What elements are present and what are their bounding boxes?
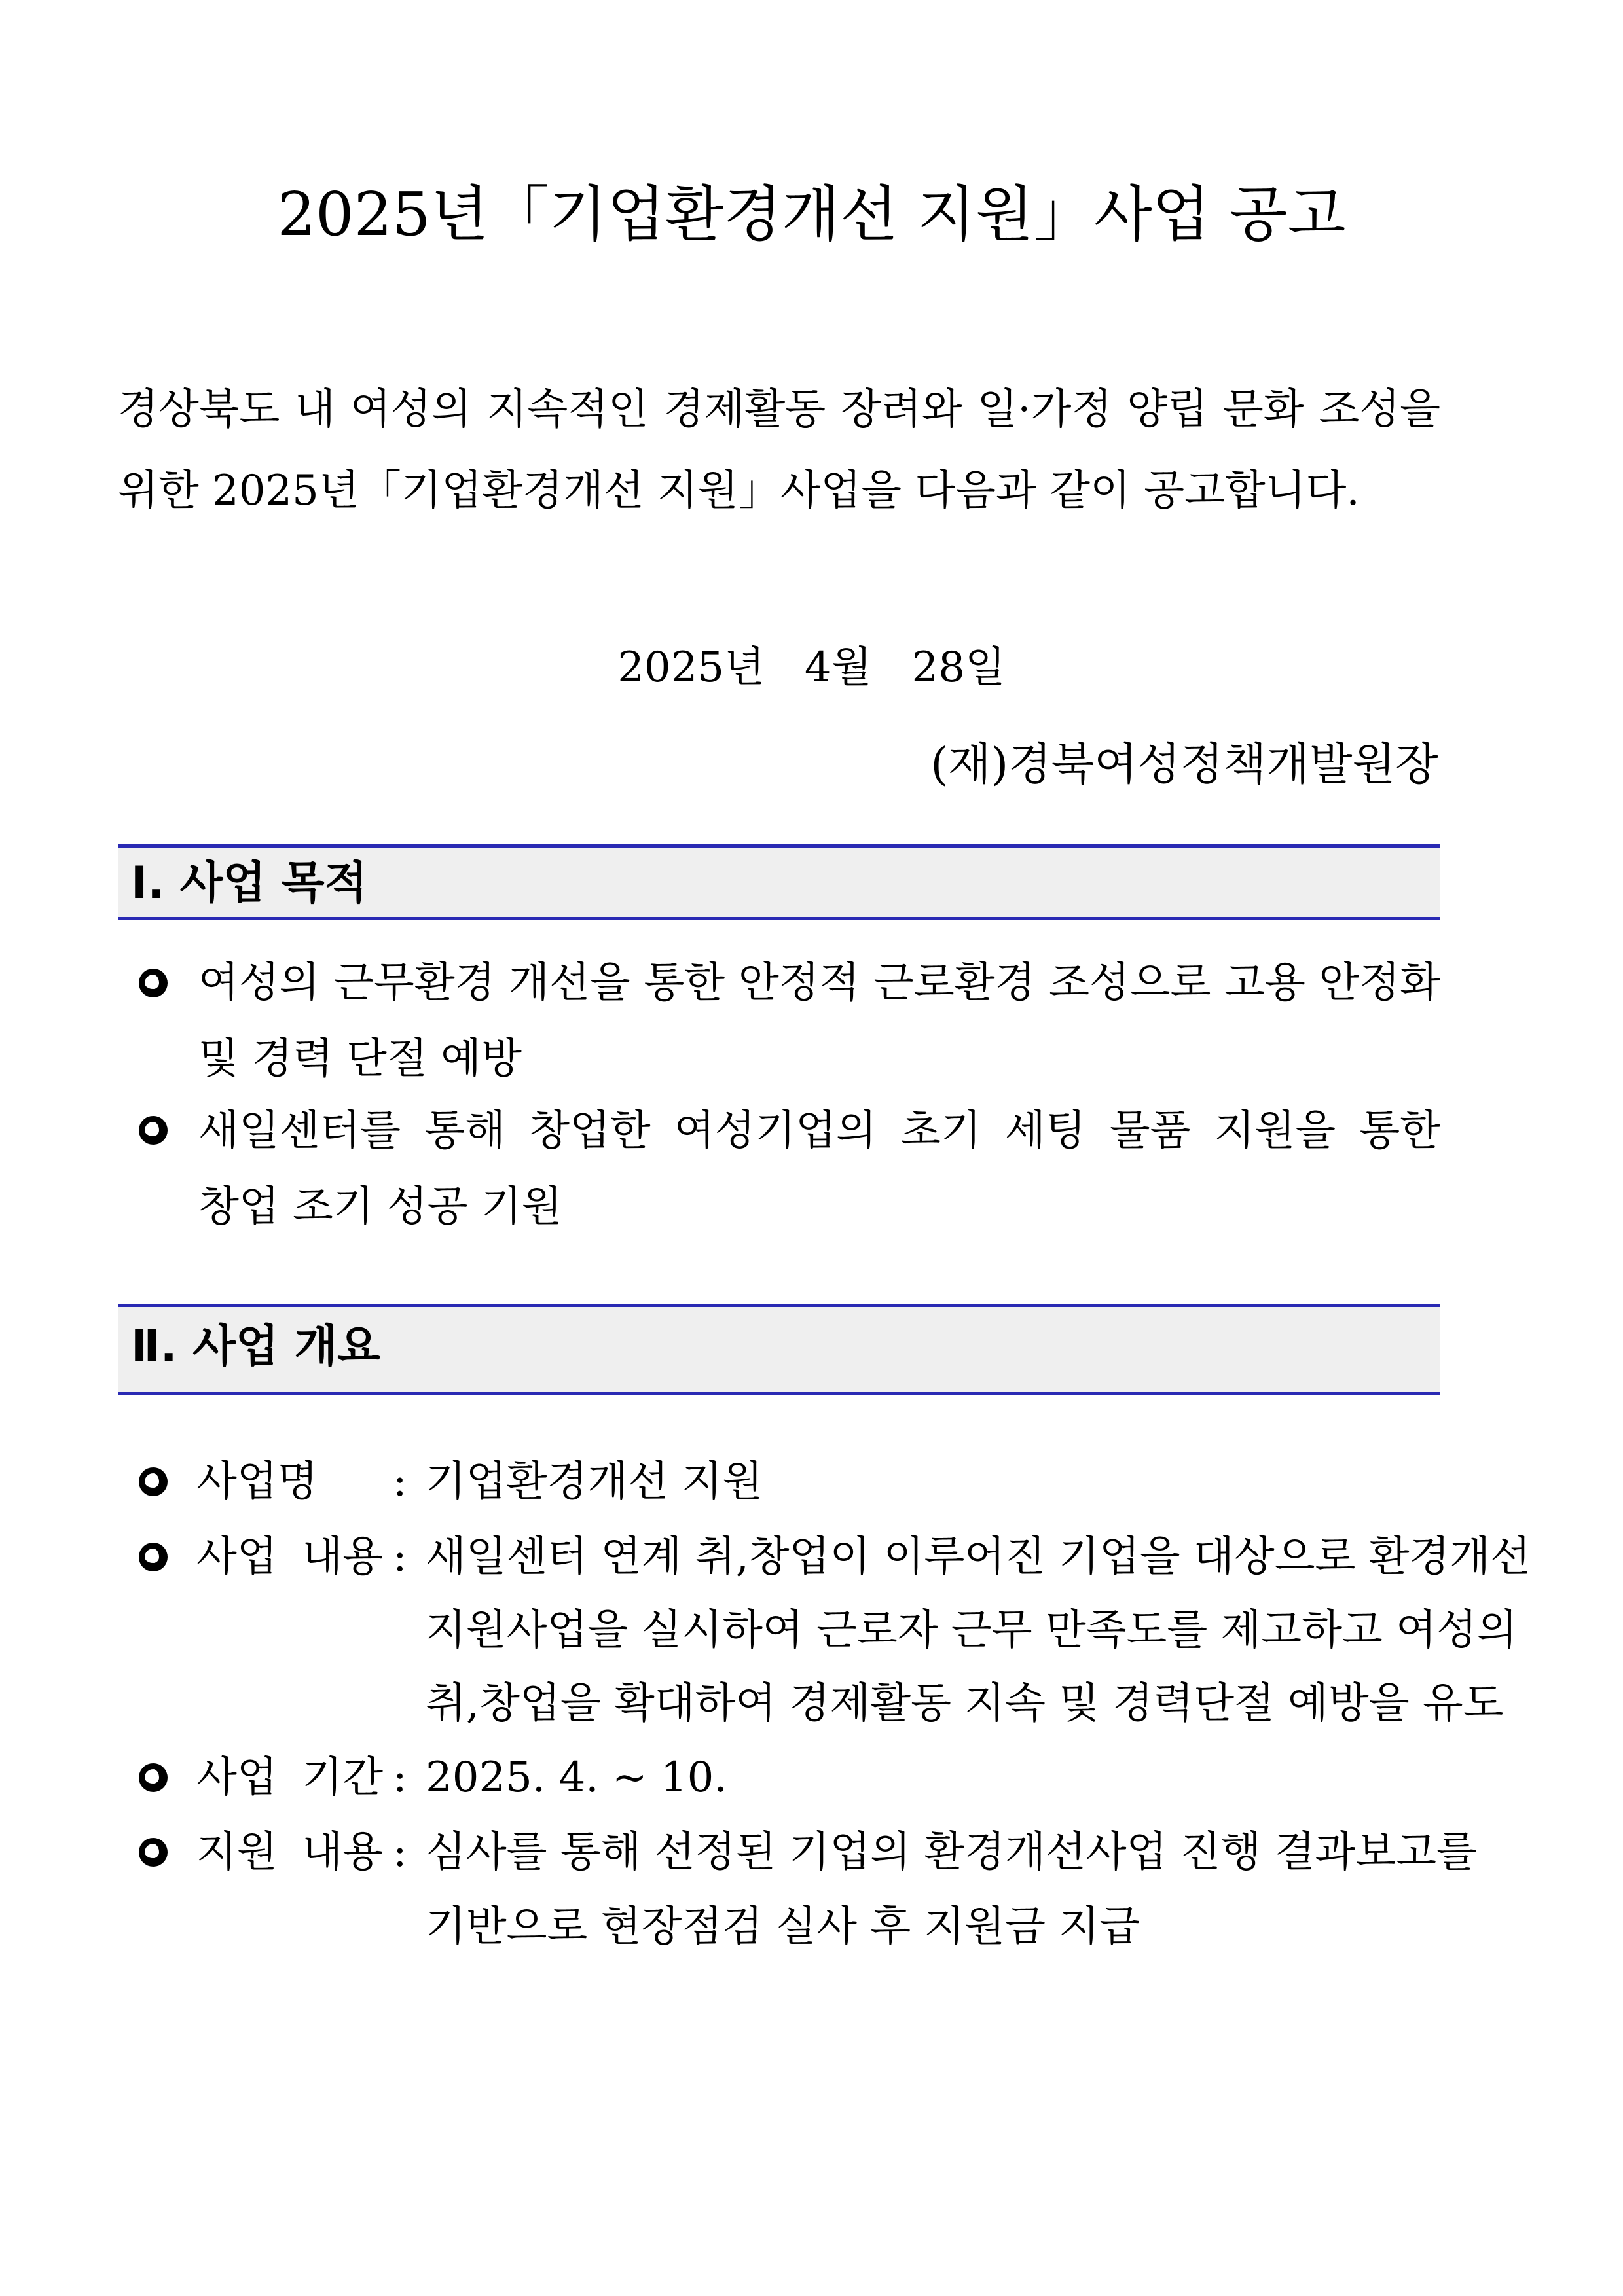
intro-line-1: 경상북도 내 여성의 지속적인 경제활동 장려와 일·가정 양립 문화 조성을 — [118, 386, 1440, 434]
circle-bullet-icon — [139, 1543, 168, 1571]
overview-colon: : — [393, 1533, 407, 1581]
overview-value-support-line-2: 기반으로 현장점검 실사 후 지원금 지급 — [426, 1903, 1140, 1951]
circle-bullet-icon — [139, 1763, 168, 1792]
overview-label-support: 지원 내용 — [196, 1828, 383, 1876]
overview-label-period: 사업 기간 — [196, 1753, 383, 1802]
purpose-item-2-line-1: 새일센터를 통해 창업한 여성기업의 초기 세팅 물품 지원을 통한 — [198, 1107, 1440, 1155]
circle-bullet-icon — [139, 1116, 168, 1145]
overview-colon: : — [393, 1458, 407, 1506]
overview-value-support-line-1: 심사를 통해 선정된 기업의 환경개선사업 진행 결과보고를 — [426, 1828, 1477, 1876]
intro-line-2: 위한 2025년「기업환경개선 지원」사업을 다음과 같이 공고합니다. — [118, 467, 1360, 515]
overview-colon: : — [393, 1828, 407, 1876]
overview-value-content-line-1: 새일센터 연계 취,창업이 이루어진 기업을 대상으로 환경개선 — [426, 1533, 1531, 1581]
circle-bullet-icon — [139, 969, 168, 997]
purpose-item-1-line-1: 여성의 근무환경 개선을 통한 안정적 근로환경 조성으로 고용 안정화 — [198, 959, 1440, 1007]
overview-value-name: 기업환경개선 지원 — [426, 1458, 763, 1506]
page-title: 2025년「기업환경개선 지원」사업 공고 — [277, 179, 1346, 249]
circle-bullet-icon — [139, 1838, 168, 1867]
overview-label-name: 사업명 — [196, 1458, 318, 1506]
circle-bullet-icon — [139, 1467, 168, 1496]
overview-colon: : — [393, 1753, 407, 1802]
section-2-title: Ⅱ. 사업 개요 — [131, 1321, 380, 1372]
overview-value-content-line-3: 취,창업을 확대하여 경제활동 지속 및 경력단절 예방을 유도 — [426, 1679, 1504, 1728]
purpose-item-2-line-2: 창업 조기 성공 기원 — [198, 1183, 562, 1231]
purpose-item-1-line-2: 및 경력 단절 예방 — [198, 1035, 522, 1083]
issuer-name: (재)경북여성정책개발원장 — [930, 739, 1438, 791]
overview-label-content: 사업 내용 — [196, 1533, 383, 1581]
section-2-header — [118, 1304, 1440, 1395]
overview-value-period: 2025. 4. ~ 10. — [426, 1753, 727, 1802]
announcement-date: 2025년 4월 28일 — [617, 643, 1006, 692]
section-1-title: Ⅰ. 사업 목적 — [131, 857, 368, 909]
section-1-header — [118, 844, 1440, 920]
overview-value-content-line-2: 지원사업을 실시하여 근로자 근무 만족도를 제고하고 여성의 — [426, 1606, 1518, 1655]
